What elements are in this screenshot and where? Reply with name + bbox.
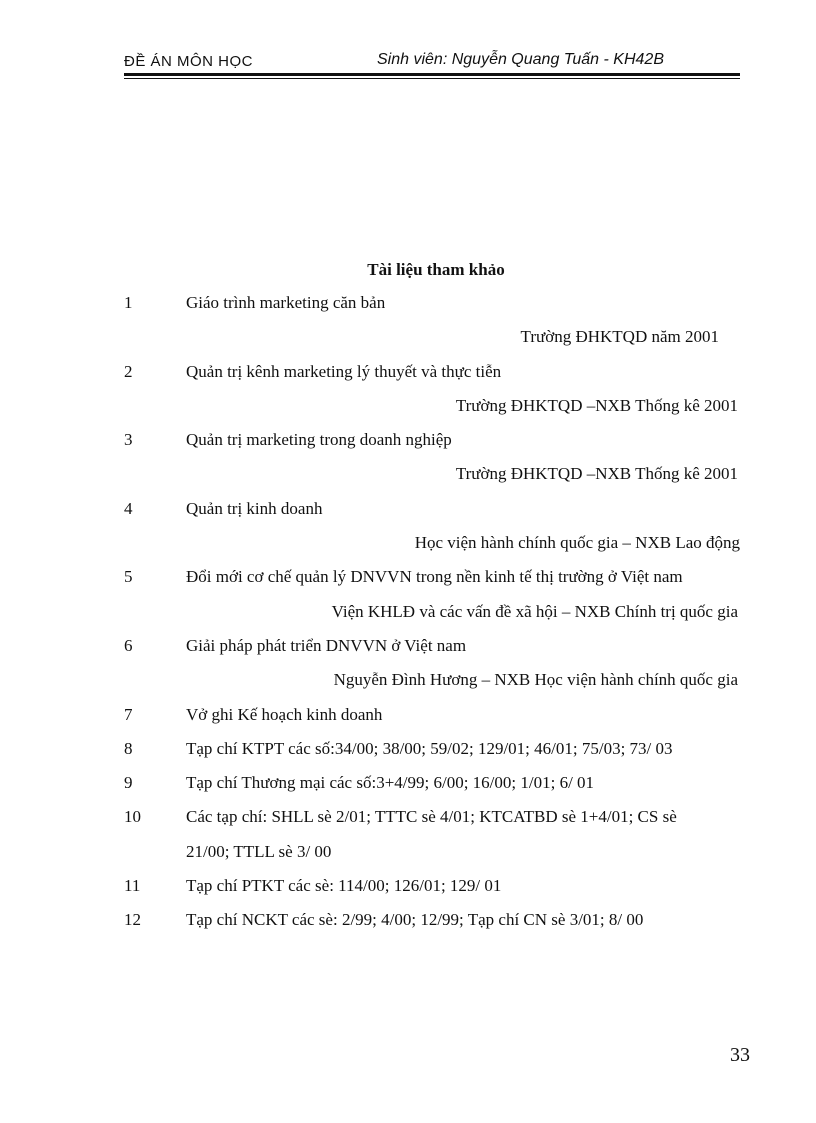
reference-title: Vở ghi Kế hoạch kinh doanh — [186, 704, 383, 724]
reference-source: Trường ĐHKTQD năm 2001 — [520, 327, 719, 347]
header-student-label: Sinh viên: Nguyễn Quang Tuấn - KH42B — [377, 51, 664, 68]
reference-title: Các tạp chí: SHLL sè 2/01; TTTC sè 4/01; KTCATBD sè 1+4/01; CS sè — [186, 807, 677, 827]
header-course-label: ĐỀ ÁN MÔN HỌC — [124, 53, 254, 70]
reference-source: Trường ĐHKTQD –NXB Thống kê 2001 — [455, 395, 738, 415]
page-number: 33 — [730, 1044, 750, 1066]
reference-number: 1 — [124, 293, 133, 312]
reference-number: 8 — [124, 738, 133, 758]
reference-item — [124, 903, 740, 937]
reference-item — [124, 869, 740, 903]
reference-number: 4 — [124, 498, 133, 518]
reference-item — [124, 698, 740, 732]
reference-number: 2 — [124, 361, 133, 381]
reference-item — [124, 732, 740, 766]
reference-source: Viện KHLĐ và các vấn đề xã hội – NXB Chính trị quốc gia — [331, 601, 738, 621]
reference-number: 10 — [124, 807, 141, 827]
reference-number: 12 — [124, 910, 141, 930]
reference-source: Trường ĐHKTQD –NXB Thống kê 2001 — [455, 464, 738, 484]
reference-title: Quản trị kinh doanh — [186, 498, 323, 518]
reference-title: Quản trị kênh marketing lý thuyết và thực tiễn — [186, 361, 502, 381]
reference-number: 9 — [124, 773, 133, 793]
reference-number: 3 — [124, 430, 133, 450]
reference-title-continued: 21/00; TTLL sè 3/ 00 — [186, 841, 332, 861]
reference-title: Tạp chí PTKT các sè: 114/00; 126/01; 129/ 01 — [186, 876, 502, 896]
reference-item — [124, 766, 740, 800]
reference-item — [124, 560, 740, 629]
reference-title: Tạp chí KTPT các số:34/00; 38/00; 59/02; 129/01; 46/01; 75/03; 73/ 03 — [186, 738, 673, 758]
reference-title: Đổi mới cơ chế quản lý DNVVN trong nền kinh tế thị trường ở Việt nam — [186, 567, 683, 587]
reference-number: 5 — [124, 567, 133, 587]
reference-source: Học viện hành chính quốc gia – NXB Lao động — [414, 533, 740, 553]
reference-number: 7 — [124, 704, 133, 724]
reference-item — [124, 800, 740, 869]
header-rule-thin — [124, 78, 740, 79]
reference-title: Giải pháp phát triển DNVVN ở Việt nam — [186, 635, 467, 655]
references-list — [124, 286, 740, 938]
reference-title: Tạp chí NCKT các sè: 2/99; 4/00; 12/99; Tạp chí CN sè 3/01; 8/ 00 — [186, 910, 644, 930]
reference-source: Nguyễn Đình Hương – NXB Học viện hành chính quốc gia — [333, 670, 738, 690]
references-title: Tài liệu tham khảo — [367, 260, 505, 279]
reference-item — [124, 423, 740, 492]
reference-item — [124, 629, 740, 698]
reference-title: Giáo trình marketing căn bản — [186, 293, 386, 312]
header-rule-thick — [124, 73, 740, 76]
reference-title: Quản trị marketing trong doanh nghiệp — [186, 430, 452, 450]
reference-number: 11 — [124, 876, 141, 896]
reference-item — [124, 286, 740, 355]
reference-item — [124, 355, 740, 424]
reference-item — [124, 492, 740, 561]
reference-title: Tạp chí Thương mại các số:3+4/99; 6/00; 16/00; 1/01; 6/ 01 — [186, 773, 595, 793]
reference-number: 6 — [124, 635, 133, 655]
